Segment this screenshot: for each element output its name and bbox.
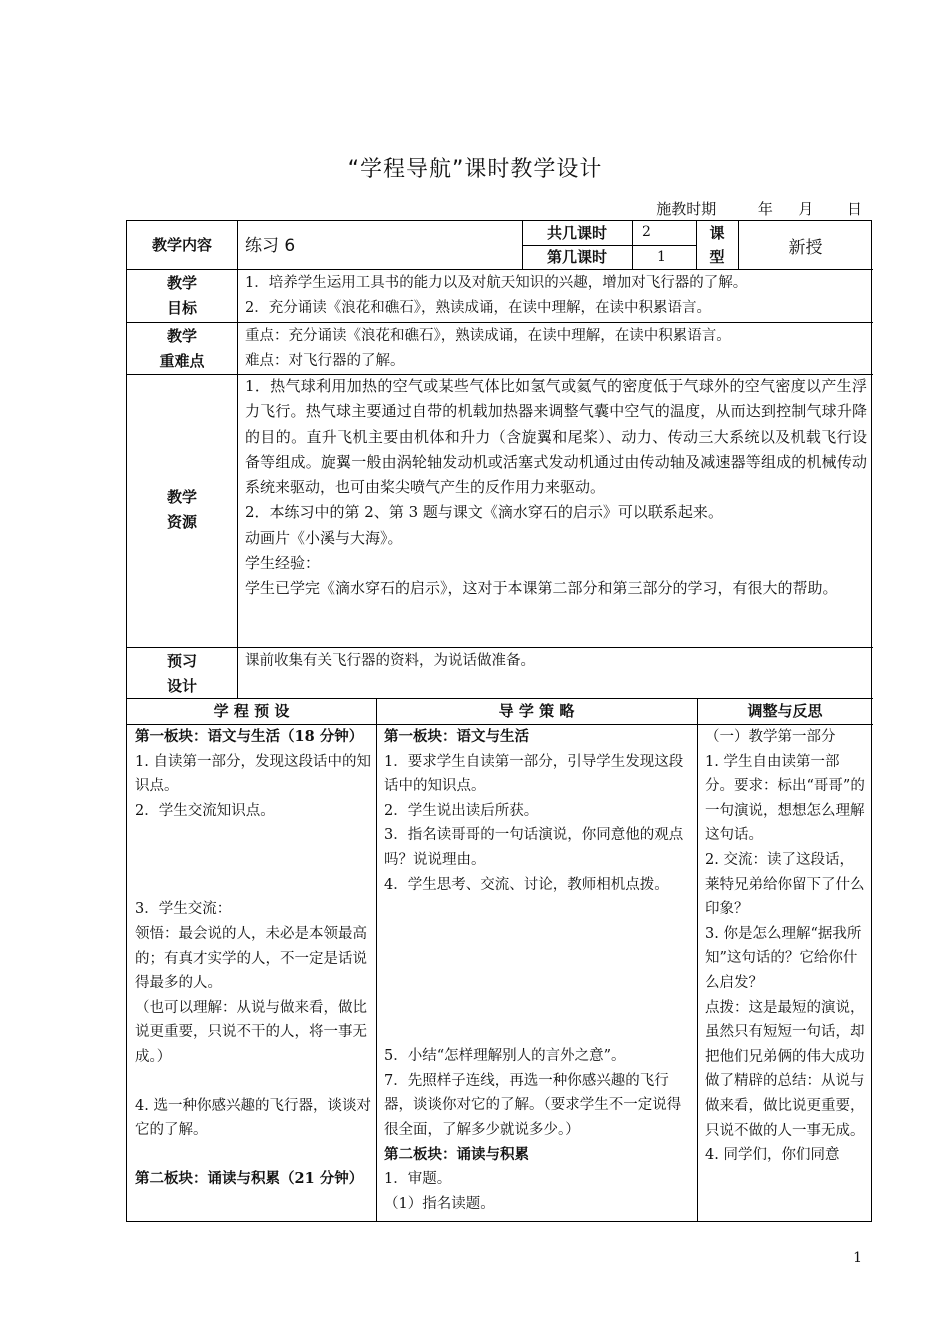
col3-header: 调整与反思 [747,702,823,720]
col2-item5: 5．小结“怎样理解别人的言外之意”。 [384,1048,626,1065]
total-lessons-label: 共几课时 [546,224,607,242]
goals-label-2: 目标 [166,299,197,317]
keypoints-label [127,324,237,374]
col1-block1-title: 第一板块：语文与生活（18 分钟） [135,728,364,745]
col2-item7: 7．先照样子连线，再选一种你感兴趣的飞行器，谈谈你对它的了解。（要求学生不一定说得很全面，了解多少就说多少。） [384,1072,682,1138]
col1-block2-title: 第二板块：诵读与积累（21 分钟） [135,1169,364,1187]
date-day: 日 [846,200,862,218]
goals-text [245,271,867,321]
col1-item3-a: 领悟：最会说的人，未必是本领最高的；有真才实学的人，不一定是话说得最多的人。 [135,925,367,992]
resources-line-4: 学生经验： [245,554,321,573]
lesson-type-label-2: 型 [709,248,725,266]
col2-item-b2: （1）指名读题。 [384,1195,495,1212]
date-label: 施教时期 [656,200,717,218]
col2-item-b1: 1．审题。 [384,1171,452,1188]
col2-content [384,725,692,1216]
keypoints-text [245,324,867,374]
total-lessons-value: 2 [642,224,651,240]
resources-line-2: 2．本练习中的第 2、第 3 题与课文《滴水穿石的启示》可以联系起来。 [245,503,723,522]
page-title: “学程导航”课时教学设计 [347,157,603,182]
resources-label-1: 教学 [166,488,197,506]
goals-label-1: 教学 [166,274,197,292]
col2-item4: 4．学生思考、交流、讨论，教师相机点拨。 [384,876,669,893]
col3-item3-tip: 点拨：这是最短的演说，虽然只有短短一句话，却把他们兄弟俩的伟大成功做了精辟的总结：从说与做来看，做比说更重要，只说不做的人一事无成。 [705,999,865,1139]
col3-item3: 3. 你是怎么理解“据我所知”这句话的？它给你什么启发？ [705,925,862,991]
col3-item1: 1. 学生自由读第一部分。要求：标出“哥哥”的一句演说，想想怎么理解这句话。 [705,753,865,844]
goals-label [127,271,237,321]
date-line [656,198,862,219]
lesson-number-label: 第几课时 [546,248,607,266]
col3-item4: 4. 同学们，你们同意 [705,1147,840,1164]
resources-text [245,374,867,602]
preview-label [127,649,237,699]
preview-label-1: 预习 [166,652,197,670]
col1-item3: 3．学生交流： [135,901,232,918]
col3-item2: 2. 交流：读了这段话，莱特兄弟给你留下了什么印象？ [705,851,865,918]
resources-label-2: 资源 [166,513,197,531]
resources-line-5: 学生已学完《滴水穿石的启示》，这对于本课第二部分和第三部分的学习，有很大的帮助。 [245,579,838,598]
col2-block2-title: 第二板块：诵读与积累 [384,1145,529,1163]
keypoints-label-1: 教学 [166,327,197,345]
col1-content [135,725,371,1191]
resources-line-1: 1．热气球利用加热的空气或某些气体比如氢气或氦气的密度低于气球外的空气密度以产生浮力飞行。热气球主要通过自带的机载加热器来调整气囊中空气的温度，从而达到控制气球升降的目的。直升飞机主要由机体和升力（含旋翼和尾桨）、动力、传动三大系统以及机载飞行设备等组成。旋翼一般由涡轮轴发动机或活塞式发动机通过由传动轴及减速器等组成的机械传动系统来驱动，也可由桨尖喷气产生的反作用力来驱动。 [245,377,867,497]
col2-block1-title: 第一板块：语文与生活 [384,728,529,745]
lesson-number-value: 1 [657,249,666,265]
lesson-type-value: 新授 [788,238,823,258]
col2-header: 导 学 策 略 [498,702,575,720]
date-year: 年 [757,200,773,218]
goals-line-2: 2．充分诵读《浪花和礁石》，熟读成诵，在读中理解，在读中积累语言。 [245,300,711,316]
col2-item1: 1．要求学生自读第一部分，引导学生发现这段话中的知识点。 [384,753,684,795]
lesson-plan-table [126,220,872,1222]
col1-header: 学 程 预 设 [213,702,290,720]
content-label: 教学内容 [151,236,212,254]
preview-label-2: 设计 [166,677,197,695]
col3-line1: （一）教学第一部分 [705,729,836,745]
col1-block1-first: 1. 自读第一部分，发现这段话中的知识点。 [135,753,371,795]
lesson-type-label [696,221,738,269]
goals-line-1: 1．培养学生运用工具书的能力以及对航天知识的兴趣，增加对飞行器的了解。 [245,275,748,291]
col1-item2: 2．学生交流知识点。 [135,802,275,819]
date-month: 月 [798,200,814,218]
keypoints-line-2: 难点：对飞行器的了解。 [245,353,405,369]
col2-item3: 3．指名读哥哥的一句话演说，你同意他的观点吗？说说理由。 [384,827,684,868]
col2-item2: 2．学生说出读后所获。 [384,802,539,819]
keypoints-line-1: 重点：充分诵读《浪花和礁石》，熟读成诵，在读中理解，在读中积累语言。 [245,328,731,344]
lesson-type-label-1: 课 [709,224,725,242]
col3-content [705,725,867,1168]
preview-text: 课前收集有关飞行器的资料，为说话做准备。 [245,653,535,669]
resources-line-3: 动画片《小溪与大海》。 [245,528,403,547]
page-number: 1 [853,1250,862,1266]
col1-item3-b: （也可以理解：从说与做来看，做比说更重要，只说不干的人，将一事无成。） [135,999,367,1065]
col1-item4: 4. 选一种你感兴趣的飞行器，谈谈对它的了解。 [135,1097,371,1139]
keypoints-label-2: 重难点 [159,352,205,370]
resources-label [127,485,237,535]
content-value: 练习 6 [245,236,296,256]
